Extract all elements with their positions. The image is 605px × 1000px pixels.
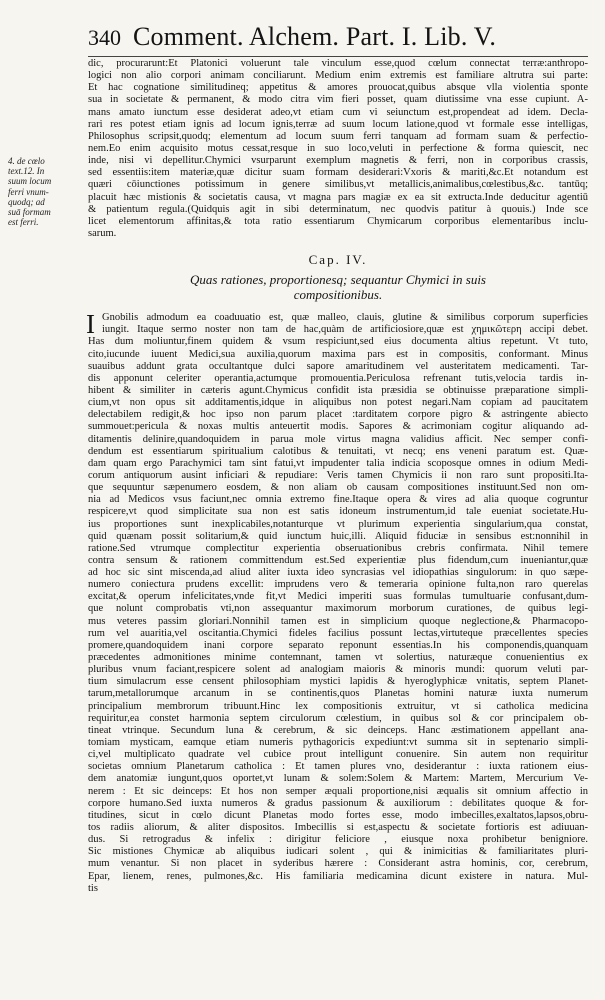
text-line: excitat,& operum infelicitates,vnde fit,vt Medici imperiti suas formulas tumultuarie confusant,dum- <box>88 591 588 603</box>
text-line: dam quam ergo Parachymici tam sint fatui,vt impudenter talia indicia scoposque omnes in odium Medi- <box>88 457 588 469</box>
text-line: tos radiis aliorum, & aliter dispositos. Imbecillis si est,aspectu & societate fortioris est adiuuan- <box>88 822 588 834</box>
text-line: tomiam mysticam, eamque etiam numeris pythagoricis expediunt:vt summa sit in septenario simpli- <box>88 737 588 749</box>
text-line: que sequuntur sæpenumero eosdem, & non aliam ob causam compositiones instituunt.Sed non om- <box>88 482 588 494</box>
text-line: nia ad Medicos vsus faciunt,nec omnia extremo fine.Itaque opera & vires ad alia quoque cogruntur <box>88 494 588 506</box>
text-line: hibent & similiter in cæteris agunt.Chymicus confidit ista præsidia se obtinuisse præparatione simpli- <box>88 384 588 396</box>
chapter-title-line: Quas rationes, proportionesq; sequantur Chymici in suis <box>190 272 486 288</box>
text-line: Sic mistiones Chymicæ ab aliquibus iudicari solent , qui & inimicitias & familiaritates pluri- <box>88 846 588 858</box>
text-line: mus veteres passim gloriari.Nonnihil tamen est in simplicium quoque neglectione,& Pharmacopo- <box>88 615 588 627</box>
chapter-paragraph <box>86 309 588 895</box>
chapter-title <box>88 272 588 302</box>
text-line: que nolunt comprobatis vti,non assequantur maximorum morborum curationes, de quibus legi- <box>88 603 588 615</box>
text-line: sed essentiis:item materiæ,quæ dicitur suam formam desiderari:Vxoris & mariti,&c.Et notandum est <box>88 167 588 179</box>
text-line: cium,vt non opus sit additamentis,idque in aliquibus non potest negari.Nam copiam ad paucitatem <box>88 397 588 409</box>
text-line: dem anatomiæ iungunt,quos oportet,vt lunam & solem:Solem & Martem: Martem, Mercurium Ve- <box>88 773 588 785</box>
text-line: principalium membrorum tribuunt.Hinc lex compositionis extruitur, vt si catholica medicina <box>88 700 588 712</box>
margin-note-line: text.12. In <box>8 166 45 177</box>
margin-note-line: est ferri. <box>8 217 39 228</box>
text-line: cito,iucunde iuuent Medici,sua auxilia,quorum maxima pars est in compositis, conformant. Minus <box>88 348 588 360</box>
text-line: præcedentes admonitiones minime contemnant, tamen vt solertius, naturæque conuenientius ex <box>88 652 588 664</box>
running-header <box>88 22 588 57</box>
margin-note-line: quodq; ad <box>8 196 45 207</box>
text-line: tium simulacrum esse censent philosophiam mystici lapidis & hyeroglyphicæ vnitatis, septem Planet- <box>88 676 588 688</box>
text-line: Epar, lienem, renes, pulmones,&c. His familiaria medicamina dicunt existere in natura. Mul- <box>88 870 588 882</box>
paragraph-continuation <box>88 58 588 240</box>
text-line: sarum. <box>88 227 117 239</box>
text-line: mum venantur. Si non placet in syderibus hærere : Considerant astra hominis, cor, cerebrum, <box>88 858 588 870</box>
text-line: dis apponunt celeriter operantia,actumque promouentia.Periculosa refrenant tutis,velocia tardis in- <box>88 372 588 384</box>
text-line: corpore humano.Sed iuxta numeros & gradus passionum & auxiliorum : debilitates quoque & for- <box>88 797 588 809</box>
chapter-title-line: compositionibus. <box>293 287 383 303</box>
text-line: titudines, sicut in cœlo dicunt Planetas modo fortes esse, modo imbecilles,exaltatos,lapsos,obru- <box>88 809 588 821</box>
chapter-heading: Cap. IV. <box>308 252 368 268</box>
running-title: Comment. Alchem. Part. I. Lib. V. <box>133 22 497 51</box>
text-line: corum antiquorum ausint inficiari & repudiare: Veris tamen Chymicis ii non raro sunt propositi.Ita- <box>88 469 588 481</box>
text-line: tineat vtrinque. Secundum luna & cerebrum, & sic deinceps. Hanc æstimationem appellant ana- <box>88 724 588 736</box>
text-line: delectabilem redigit,& hoc ipso non parum placet :tarditatem corpore pigro & astringente abiecto <box>88 409 588 421</box>
page-number: 340 <box>88 25 121 50</box>
text-line: rari res potest etiam ignis ad locum ignis,terræ ad suum locum latione,quod vt formale esse intelligas, <box>88 118 588 130</box>
text-line: logici non alio corpori animam conciliarunt. Medium enim extremis est familiare altrutra sui parte: <box>88 70 588 82</box>
text-line: iungit. Itaque sermo noster non tam de hac,quàm de artificiosiore,quæ est χημικῶτερη accipi debet. <box>102 324 588 336</box>
text-line: nerem : Et sic deinceps: Et hos non semper æquali proportione,nisi æqualis sit omnium affectio in <box>88 785 588 797</box>
text-line: mans amato iunctum esse desiderat adeo,vt etiam cum vi seiunctum est,propendeat ad idem. Decla- <box>88 106 588 118</box>
text-line: placuit hæc mistionis & societatis causa, vt magna pars magiæ ex ea sit extructa.Inde deducitur agentiū <box>88 191 588 203</box>
text-line: societas omnium Planetarum catholica : Et tamen plures vno, desiderantur : iuxta rationem eius- <box>88 761 588 773</box>
text-line: sua in societate & permanent, & modo citra vim fieri posset, quam diutissime vna esse cupiunt. A- <box>88 94 588 106</box>
chapter-body <box>86 309 588 895</box>
text-line: inde, nisi vi depellitur.Chymici vsurparunt exemplum magnetis & ferri, non in corporibus crassis, <box>88 155 588 167</box>
text-line: licet elementorum affinitas,& tota ratio essentiarum Chymicarum corporibus elementaribus inclu- <box>88 215 588 227</box>
margin-note-line: ferri vnum- <box>8 186 49 197</box>
text-line: Et hac cognatione similitudineq; appetitus & amores prouocat,quibus absque vlla violentia sponte <box>88 82 588 94</box>
text-line: summouet:pericula & noxas multis anteuertit modis. Sapores & acrimoniam cogitur aliquando ad- <box>88 421 588 433</box>
text-line: dendum est essentiarum spiritualium calotibus & tenuitati, vt necq; ens veneni paratum est. Quæ- <box>88 445 588 457</box>
text-line: Gnobilis admodum ea coaduuatio est, quæ malleo, clauis, glutine & similibus corporum superficies <box>102 312 588 324</box>
text-line: ius proportiones sunt inexplicabiles,notanturque vt plurimum experientia singularium,qua constat, <box>88 518 588 530</box>
text-line: tis <box>88 882 98 894</box>
text-line: numero coniectura prudens excellit: imprudens vero & temeraria opinione fulta,non raro querelas <box>88 579 588 591</box>
text-line: requiritur,ea constet harmonia septem circulorum cœlestium, in quibus sol & cor principalem ob- <box>88 712 588 724</box>
text-line: ditamentis delinire,quandoquidem in parua mole virtus magna validius afficit. Nec semper confi- <box>88 433 588 445</box>
text-line: quid quænam possit solitarium,& quid iunctum huic,illi. Aliquid fiduciæ in sensibus est:nonnihil in <box>88 530 588 542</box>
margin-note <box>8 156 84 227</box>
text-line: Philosophus scripsit,quodq; elementum ad locum suum ferri tanquam ad formam suam & perfectio- <box>88 130 588 142</box>
margin-note-line: 4. de cœlo <box>8 156 45 166</box>
margin-note-line: suā formam <box>8 206 51 217</box>
main-text <box>88 58 588 895</box>
text-line: ad hoc sic sint miscenda,ad aliud aliter iuxta ideo syncrasias vel idiopathias singulorum: in quo sæpe- <box>88 567 588 579</box>
text-line: dus. Si retrogradus & infelix : dirigitur feliciore , eiusque noxa prohibetur benigniore. <box>88 834 588 846</box>
margin-note-line: suum locum <box>8 176 52 187</box>
text-line: ci,vel multiplicato quadrate vel cubice prout intelligunt conuenire. Sin autem non requiritur <box>88 749 588 761</box>
text-line: pluribus vnum faciant,respicere solent ad analogiam maioris & minoris mundi: quorum veluti par- <box>88 664 588 676</box>
text-line: contra sensum & rationem committendum est.Sed experientiæ plus fidendum,cum inueniantur,quæ <box>88 554 588 566</box>
text-line: tarum,metallorumque arcanum in se continentis,quos Planetas homini naturæ iuxta numerum <box>88 688 588 700</box>
text-line: dic, procurarunt:Et Platonici voluerunt tale vinculum esse,quod cœlum connectat terræ:anthropo- <box>88 58 588 69</box>
text-line: ratione.Sed vtrumque complectitur experientia obseruationibus crebris confirmata. Nihil temere <box>88 542 588 554</box>
text-line: Has dum moliuntur,finem quidem & vsum respiciunt,sed eius documenta altius repetunt. Vt tuto, <box>88 336 588 348</box>
text-line: & patientum regula.(Quidquis agit in sibi determinatum, nec quodvis patitur à quouis.) Inde sce <box>88 203 588 215</box>
text-line: quæri cōiunctiones potissimum in genere similibus,vt metallicis,animalibus,cœlestibus,&c. tantūq; <box>88 179 588 191</box>
text-line: respicere,vt quod simplicitate sua non est satis idoneum instrumentum,id tale eueniat societate.Hu- <box>88 506 588 518</box>
text-line: rum vel auaritia,vel oscitantia.Chymici fideles facilius possunt lectas,virtuteque præcellentes species <box>88 627 588 639</box>
text-line: suauibus addunt grata occultantque dulci sapore amaritudinem vel austeritatem medicamenti. Tar- <box>88 360 588 372</box>
drop-initial: I <box>86 309 95 340</box>
text-line: nem.Eo enim acquisito motus cessat,resque in suo loco,veluti in perfectione & forma quiescit, nec <box>88 142 588 154</box>
text-line: promere,quandoquidem inani corpore separato reponunt essentias.In his componendis,quanquam <box>88 639 588 651</box>
